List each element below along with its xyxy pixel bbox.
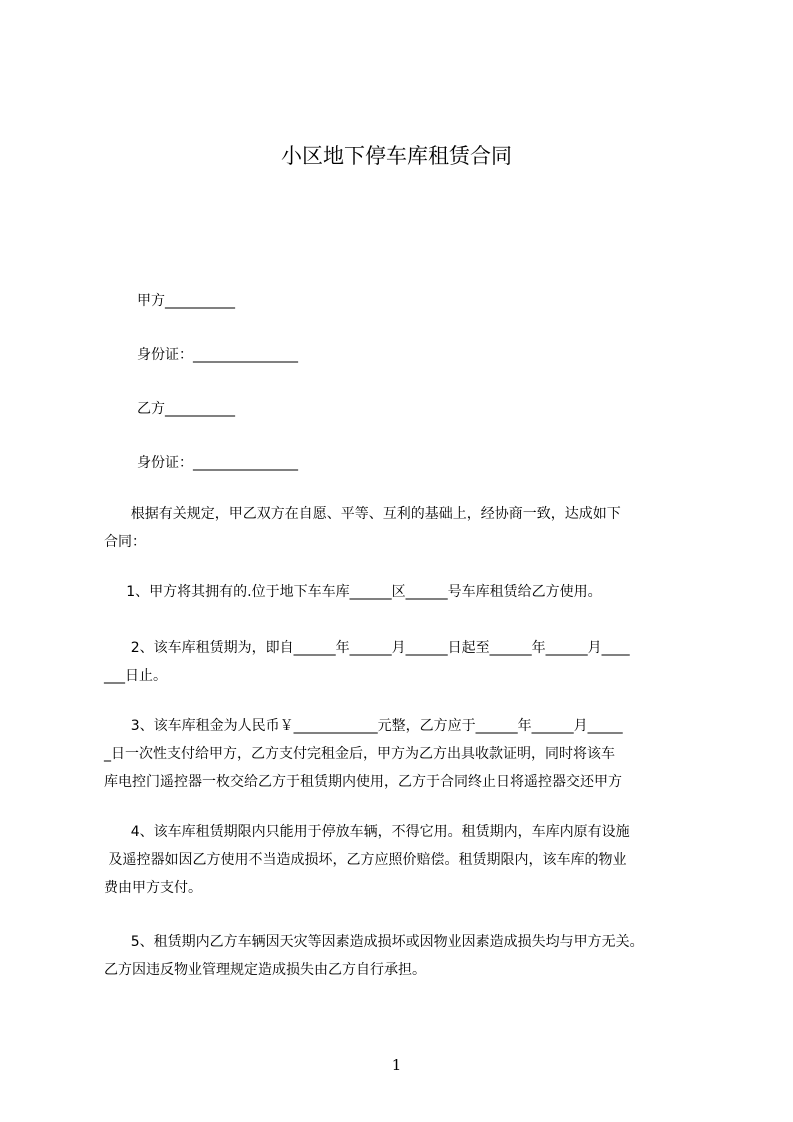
clause-2-line: 2、该车库租赁期为，即自______年______月______日起至______年______月____ bbox=[104, 640, 630, 656]
clause-5-line: 5、租赁期内乙方车辆因天灾等因素造成损坏或因物业因素造成损失均与甲方无关。 bbox=[104, 934, 644, 950]
document-title: 小区地下停车库租赁合同 bbox=[281, 144, 512, 168]
clause-5-paragraph bbox=[104, 928, 714, 984]
clause-3-line: _日一次性支付给甲方，乙方支付完租金后，甲方为乙方出具收款证明，同时将该车 bbox=[104, 746, 615, 762]
clause-1-paragraph bbox=[104, 578, 714, 606]
party-b-id-line: 身份证：_______________ bbox=[137, 455, 298, 471]
clause-3-line: 3、该车库租金为人民币￥____________元整，乙方应于______年______月_____ bbox=[104, 718, 623, 734]
clause-3-paragraph bbox=[104, 712, 714, 796]
clause-4-line: 费由甲方支付。 bbox=[104, 880, 202, 896]
clause-2-paragraph bbox=[104, 634, 714, 690]
intro-line: 合同： bbox=[104, 534, 146, 550]
clause-4-line: 4、该车库租赁期限内只能用于停放车辆，不得它用。租赁期内，车库内原有设施 bbox=[104, 824, 630, 840]
clause-3-line: 库电控门遥控器一枚交给乙方于租赁期内使用，乙方于合同终止日将遥控器交还甲方 bbox=[104, 774, 622, 790]
party-b-line: 乙方__________ bbox=[137, 401, 235, 417]
clause-4-line: 及遥控器如因乙方使用不当造成损坏，乙方应照价赔偿。租赁期限内，该车库的物业 bbox=[104, 852, 627, 868]
clause-4-paragraph bbox=[104, 818, 714, 902]
clause-5-line: 乙方因违反物业管理规定造成损失由乙方自行承担。 bbox=[104, 962, 426, 978]
party-a-id-line: 身份证：_______________ bbox=[137, 347, 298, 363]
page-number: 1 bbox=[391, 1056, 402, 1074]
clause-2-line: ___日止。 bbox=[104, 668, 167, 684]
intro-paragraph bbox=[104, 500, 714, 556]
party-a-line: 甲方__________ bbox=[137, 293, 235, 309]
clause-1-line: 1、甲方将其拥有的.位于地下车车库______区______号车库租赁给乙方使用。 bbox=[104, 584, 602, 600]
intro-line: 根据有关规定，甲乙双方在自愿、平等、互利的基础上，经协商一致，达成如下 bbox=[104, 506, 621, 522]
